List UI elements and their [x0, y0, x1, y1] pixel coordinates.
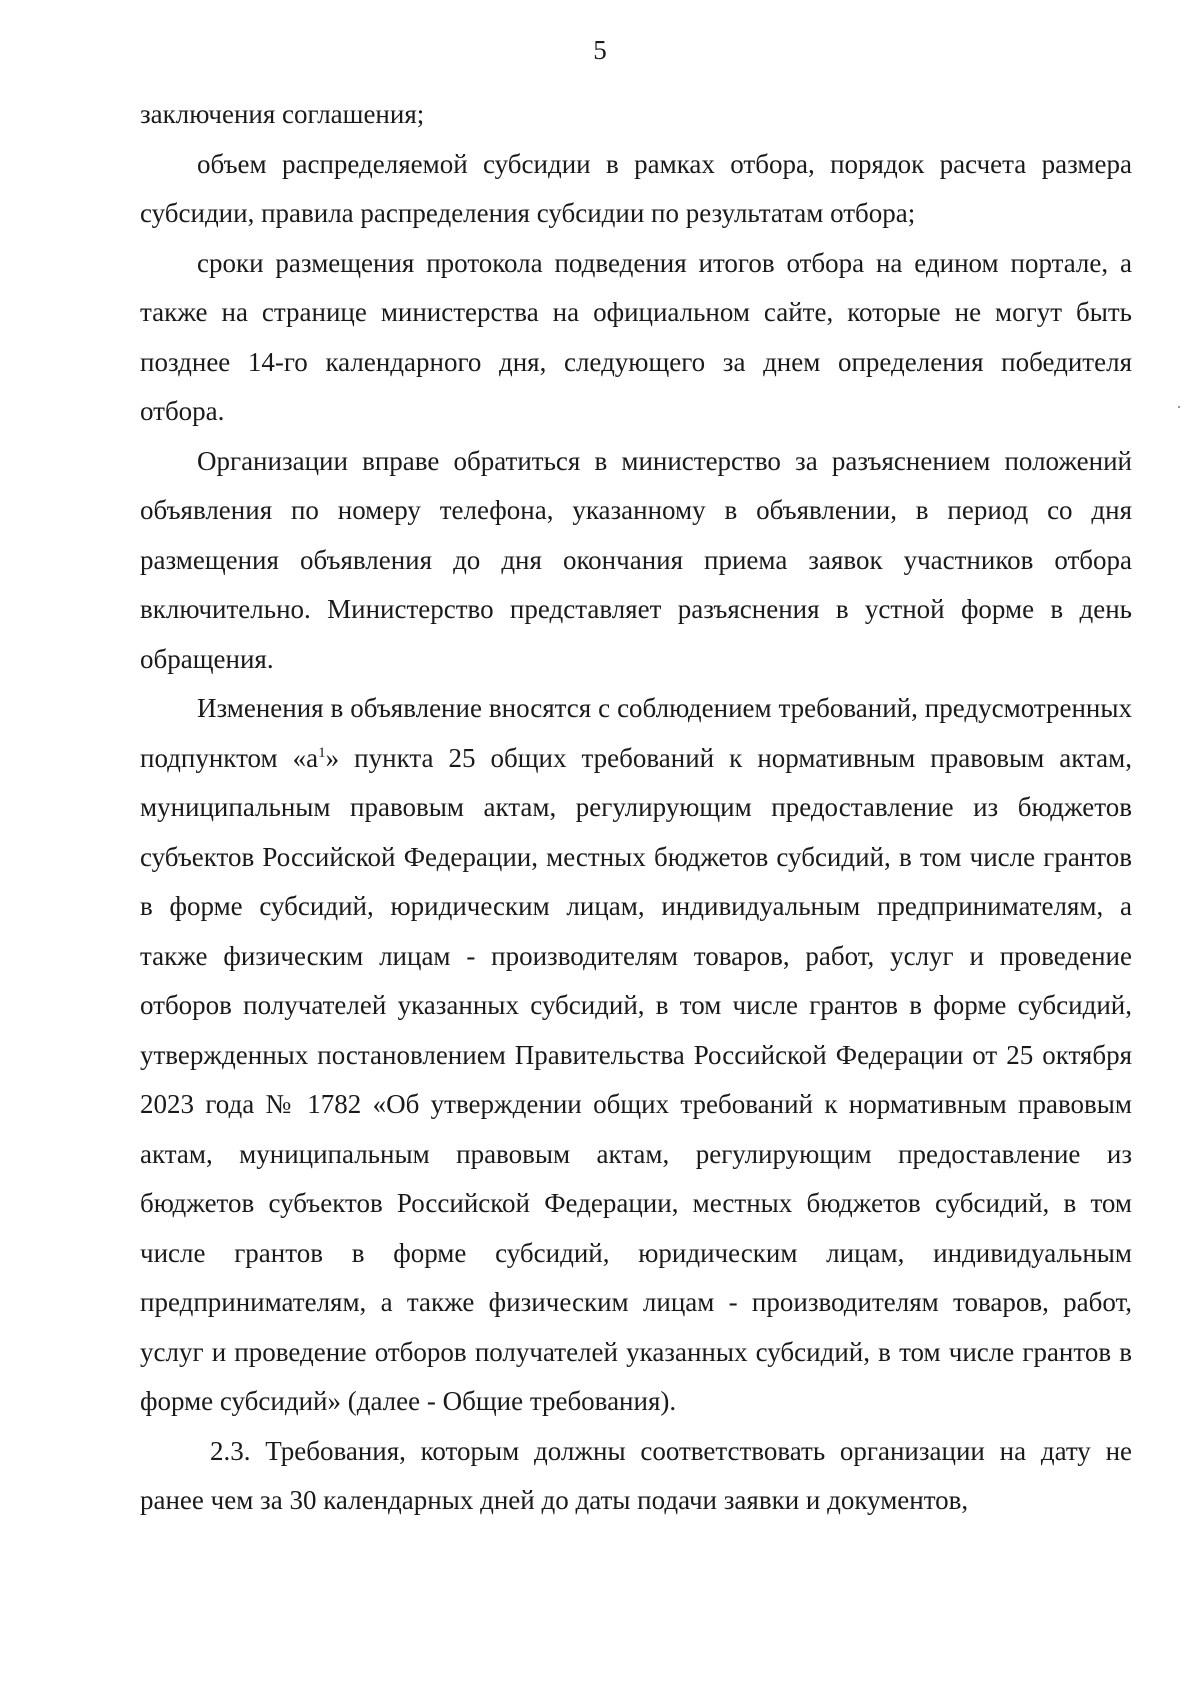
paragraph-amendments	[140, 684, 1132, 1427]
document-body	[140, 90, 1132, 1526]
paragraph-protocol-terms: сроки размещения протокола подведения итогов отбора на едином портале, а также на странице министерства на официальном сайте, которые не могут быть позднее 14-го календарного дня, следующего за днем определения победителя отбора.	[140, 247, 1132, 426]
scan-speck	[1178, 406, 1180, 408]
amendments-text-start: Изменения в объявление вносятся с соблюдением требований, предусмотренных подпунктом «а	[140, 693, 1132, 773]
paragraph-clarifications: Организации вправе обратиться в министерство за разъяснением положений объявления по номеру телефона, указанному в объявлении, в период со дня размещения объявления до дня окончания приема заявок участников отбора включительно. Министерство представляет разъяснения в устной форме в день обращения.	[140, 445, 1132, 674]
paragraph-continuation: заключения соглашения;	[140, 99, 425, 129]
superscript-index: 1	[318, 744, 326, 761]
amendments-text-end: » пункта 25 общих требований к нормативным правовым актам, муниципальным правовым актам, регулирующим предоставление из бюджетов субъектов Российской Федерации, местных бюджетов субсидий, в том числе грантов в форме субсидий, юридическим лицам, индивидуальным предпринимателям, а также физическим лицам - производителям товаров, работ, услуг и проведение отборов получателей указанных субсидий, в том числе грантов в форме субсидий, утвержденных постановлением Правительства Российской Федерации от 25 октября 2023 года № 1782 «Об утверждении общих требований к нормативным правовым актам, муниципальным правовым актам, регулирующим предоставление из бюджетов субъектов Российской Федерации, местных бюджетов субсидий, в том числе грантов в форме субсидий, юридическим лицам, индивидуальным предпринимателям, а также физическим лицам - производителям товаров, работ, услуг и проведение отборов получателей указанных субсидий, в том числе грантов в форме субсидий» (далее - Общие требования).	[140, 742, 1132, 1416]
page-number: 5	[593, 35, 607, 65]
paragraph-requirements-2-3: 2.3. Требования, которым должны соответствовать организации на дату не ранее чем за 30 календарных дней до даты подачи заявки и документов,	[140, 1435, 1132, 1515]
paragraph-subsidy-volume: объем распределяемой субсидии в рамках отбора, порядок расчета размера субсидии, правила распределения субсидии по результатам отбора;	[140, 148, 1132, 228]
